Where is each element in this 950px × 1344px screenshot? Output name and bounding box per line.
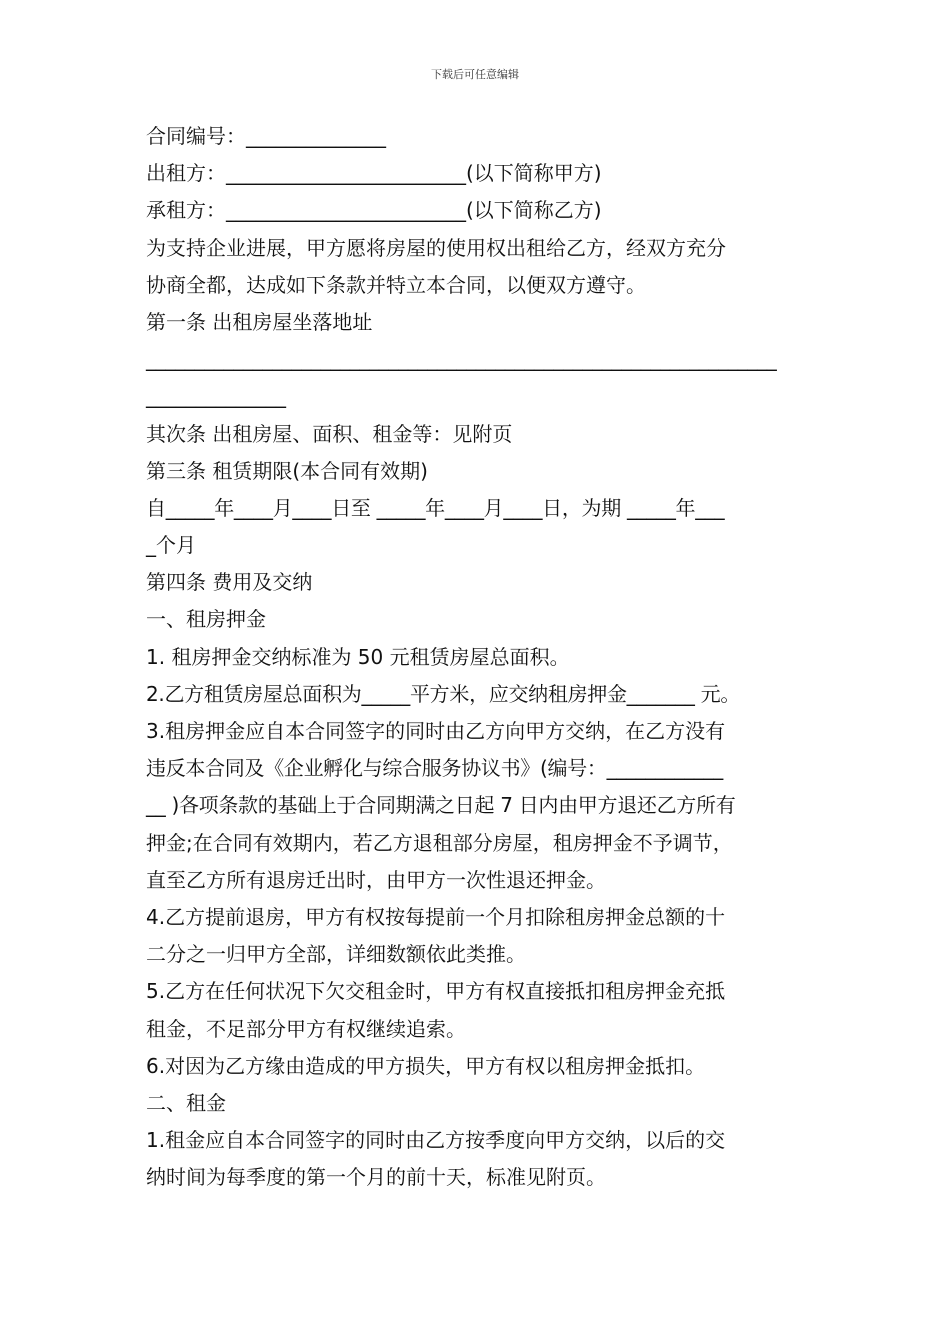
deposit-item-3-line-2: 违反本合同及《企业孵化与综合服务协议书》(编号：____________ xyxy=(146,756,724,781)
deposit-item-3-line-4: 押金;在合同有效期内，若乙方退租部分房屋，租房押金不予调节， xyxy=(146,830,733,855)
address-blank-line-2: ______________ xyxy=(146,384,286,409)
section-rent-heading: 二、租金 xyxy=(146,1090,226,1115)
article-1-heading: 第一条 出租房屋坐落地址 xyxy=(146,309,373,334)
rent-item-1-line-2: 纳时间为每季度的第一个月的前十天，标准见附页。 xyxy=(146,1165,606,1190)
lessor-line: 出租方：________________________(以下简称甲方) xyxy=(146,161,602,186)
deposit-item-3-line-3: __ )各项条款的基础上于合同期满之日起 7 日内由甲方退还乙方所有 xyxy=(146,793,736,818)
deposit-item-4-line-2: 二分之一归甲方全部，详细数额依此类推。 xyxy=(146,942,526,967)
contract-body xyxy=(146,118,810,1196)
page-header-note: 下载后可任意编辑 xyxy=(431,68,519,81)
deposit-item-5-line-2: 租金，不足部分甲方有权继续追索。 xyxy=(146,1016,466,1041)
address-blank-line-1: _________________________________________________________________ xyxy=(146,347,777,372)
preamble-line-1: 为支持企业进展，甲方愿将房屋的使用权出租给乙方，经双方充分 xyxy=(146,235,726,260)
term-dates-line-1: 自_____年____月____日至 _____年____月____日，为期 _____年___ xyxy=(146,495,725,520)
article-3-heading: 第三条 租赁期限(本合同有效期) xyxy=(146,458,428,483)
article-4-heading: 第四条 费用及交纳 xyxy=(146,570,313,595)
deposit-item-6: 6.对因为乙方缘由造成的甲方损失，甲方有权以租房押金抵扣。 xyxy=(146,1053,706,1078)
term-dates-line-2: _个月 xyxy=(146,533,196,558)
deposit-item-4-line-1: 4.乙方提前退房，甲方有权按每提前一个月扣除租房押金总额的十 xyxy=(146,904,726,929)
rent-item-1-line-1: 1.租金应自本合同签字的同时由乙方按季度向甲方交纳，以后的交 xyxy=(146,1128,726,1153)
deposit-item-3-line-1: 3.租房押金应自本合同签字的同时由乙方向甲方交纳，在乙方没有 xyxy=(146,719,726,743)
deposit-item-3-line-5: 直至乙方所有退房迁出时，由甲方一次性退还押金。 xyxy=(146,867,606,892)
contract-number-line: 合同编号：______________ xyxy=(146,124,386,148)
lessee-line: 承租方：________________________(以下简称乙方) xyxy=(146,198,602,223)
preamble-line-2: 协商全都，达成如下条款并特立本合同，以便双方遵守。 xyxy=(146,272,646,297)
article-2-heading: 其次条 出租房屋、面积、租金等：见附页 xyxy=(146,421,513,446)
deposit-item-2: 2.乙方租赁房屋总面积为_____平方米，应交纳租房押金_______ 元。 xyxy=(146,681,741,706)
section-deposit-heading: 一、租房押金 xyxy=(146,607,266,632)
deposit-item-5-line-1: 5.乙方在任何状况下欠交租金时，甲方有权直接抵扣租房押金充抵 xyxy=(146,979,726,1004)
deposit-item-1: 1. 租房押金交纳标准为 50 元租赁房屋总面积。 xyxy=(146,644,570,669)
